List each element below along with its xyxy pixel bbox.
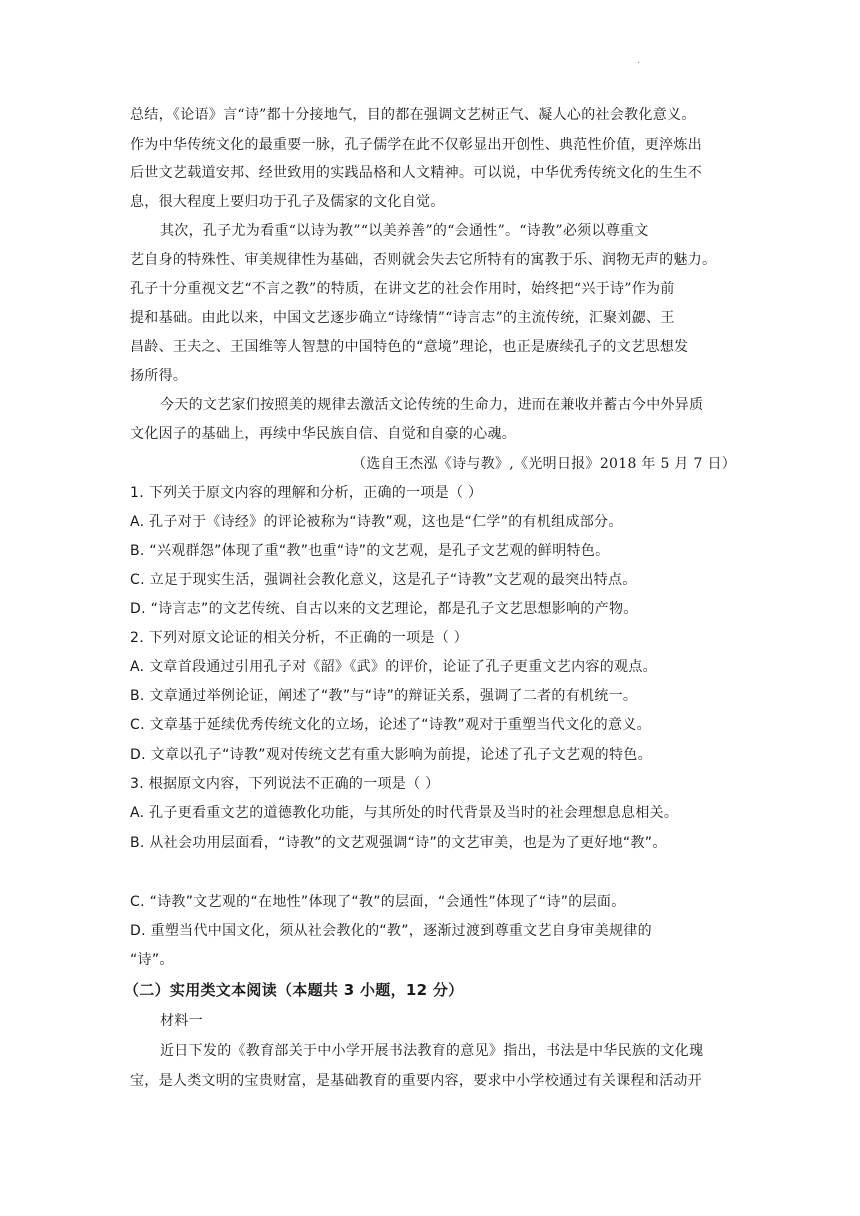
option-line: B. “兴观群怨”体现了重“教”也重“诗”的文艺观，是孔子文艺观的鲜明特色。 <box>130 543 610 559</box>
option-line: C. “诗教”文艺观的“在地性”体现了“教”的层面，“会通性”体现了“诗”的层面。 <box>130 894 626 910</box>
option-line: “诗”。 <box>130 952 174 968</box>
passage-line: 艺自身的特殊性、审美规律性为基础，否则就会失去它所特有的寓教于乐、润物无声的魅力。 <box>130 252 717 268</box>
option-line: D. “诗言志”的文艺传统、自古以来的文艺理论，都是孔子文艺思想影响的产物。 <box>130 601 638 617</box>
option-line: A. 文章首段通过引用孔子对《韶》《武》的评价，论证了孔子更重文艺内容的观点。 <box>130 659 657 675</box>
passage-line: 提和基础。由此以来，中国文艺逐步确立“诗缘情”“诗言志”的主流传统，汇聚刘勰、王 <box>130 310 675 326</box>
option-line: D. 文章以孔子“诗教”观对传统文艺有重大影响为前提，论述了孔子文艺观的特色。 <box>130 747 652 763</box>
option-line: C. 文章基于延续优秀传统文化的立场，论述了“诗教”观对于重塑当代文化的意义。 <box>130 717 651 733</box>
question-stem: 3. 根据原文内容，下列说法不正确的一项是（ ） <box>130 776 440 792</box>
passage-line: 昌龄、王夫之、王国维等人智慧的中国特色的“意境”理论，也正是赓续孔子的文艺思想发 <box>130 339 689 355</box>
option-line: A. 孔子对于《诗经》的评论被称为“诗教”观，这也是“仁学”的有机组成部分。 <box>130 514 623 530</box>
passage-line: 作为中华传统文化的最重要一脉，孔子儒学在此不仅彰显出开创性、典范性价值，更淬炼出 <box>130 137 702 153</box>
passage-line: 孔子十分重视文艺“不言之教”的特质，在讲文艺的社会作用时，始终把“兴于诗”作为前 <box>130 281 675 297</box>
material-label: 材料一 <box>160 1013 203 1029</box>
material-line: 宝，是人类文明的宝贵财富，是基础教育的重要内容，要求中小学校通过有关课程和活动开 <box>130 1073 702 1089</box>
option-line: B. 从社会功用层面看，“诗教”的文艺观强调“诗”的文艺审美，也是为了更好地“教”。 <box>130 835 667 851</box>
option-line: A. 孔子更看重文艺的道德教化功能，与其所处的时代背景及当时的社会理想息息相关。 <box>130 805 679 821</box>
passage-line: 今天的文艺家们按照美的规律去激活文论传统的生命力，进而在兼收并蓄古今中外异质 <box>160 397 704 413</box>
section-heading: （二）实用类文本阅读（本题共 3 小题，12 分） <box>124 981 464 999</box>
option-line: B. 文章通过举例论证，阐述了“教”与“诗”的辩证关系，强调了二者的有机统一。 <box>130 688 638 704</box>
question-stem: 2. 下列对原文论证的相关分析，不正确的一项是（ ） <box>130 630 469 646</box>
passage-line: 总结，《论语》言“诗”都十分接地气，目的都在强调文艺树正气、凝人心的社会教化意义。 <box>130 107 696 123</box>
passage-line: 其次，孔子尤为看重“以诗为教”“以美养善”的“会通性”。“诗教”必须以尊重文 <box>160 223 649 239</box>
passage-line: 扬所得。 <box>130 368 188 384</box>
source-citation: （选自王杰泓《诗与教》,《光明日报》2018 年 5 月 7 日） <box>352 456 737 472</box>
passage-line: 后世文艺载道安邦、经世致用的实践品格和人文精神。可以说，中华优秀传统文化的生生不 <box>130 165 702 181</box>
page-marker: · <box>637 58 641 69</box>
material-line: 近日下发的《教育部关于中小学开展书法教育的意见》指出，书法是中华民族的文化瑰 <box>160 1043 704 1059</box>
option-line: D. 重塑当代中国文化，须从社会教化的“教”，逐渐过渡到尊重文艺自身审美规律的 <box>130 923 652 939</box>
passage-line: 息，很大程度上要归功于孔子及儒家的文化自觉。 <box>130 194 445 210</box>
option-line: C. 立足于现实生活，强调社会教化意义，这是孔子“诗教”文艺观的最突出特点。 <box>130 572 637 588</box>
passage-line: 文化因子的基础上，再续中华民族自信、自觉和自豪的心魂。 <box>130 426 517 442</box>
question-stem: 1. 下列关于原文内容的理解和分析，正确的一项是（ ） <box>130 485 483 501</box>
